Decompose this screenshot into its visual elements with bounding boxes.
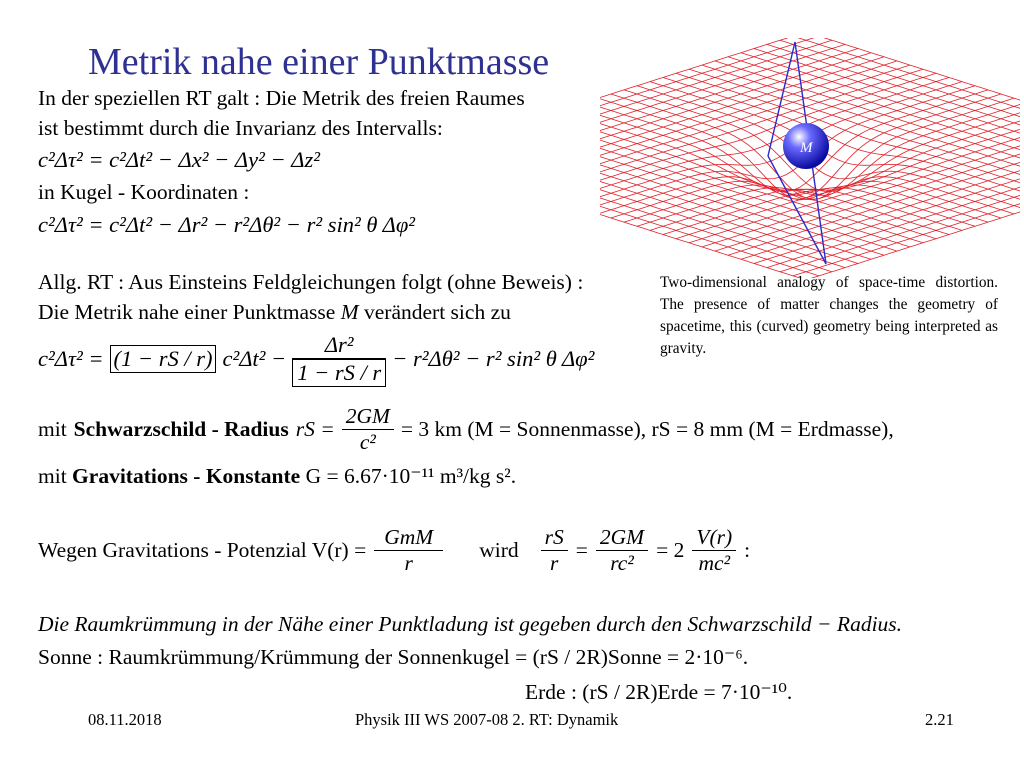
potential-equals: = [575,537,588,562]
potential-fraction-1-num: GmM [374,525,443,551]
grid-line [650,106,1020,230]
schwarzschild-prefix: mit [38,416,67,441]
potential-wird: wird [479,537,519,562]
potential-fraction-2-num: rS [541,525,568,551]
intro-line-1: In der speziellen RT galt : Die Metrik des freien Raumes [38,86,525,110]
intro-equation-2: c²Δτ² = c²Δt² − Δr² − r²Δθ² − r² sin² θ Δφ² [38,212,416,237]
metric-fraction [292,332,386,387]
schwarzschild-symbol: rS = [295,416,335,441]
potential-colon: : [744,537,751,562]
potential-fraction-1 [374,525,443,576]
conclusion-italic-line: Die Raumkrümmung in der Nähe einer Punktladung ist gegeben durch den Schwarzschild − Radius. [38,612,903,636]
schwarzschild-fraction-num: 2GM [342,404,394,430]
general-line-2-mass: M [340,300,359,324]
schwarzschild-label: Schwarzschild - Radius [73,416,289,441]
grid-line [702,65,1020,189]
intro-line-3: in Kugel - Koordinaten : [38,180,250,204]
gravitation-value: G = 6.67·10⁻¹¹ m³/kg s². [305,464,517,488]
spacetime-grid-figure [600,38,1020,278]
metric-mid: c²Δt² − [222,346,287,371]
potential-fraction-3-num: 2GM [596,525,648,551]
slide-title: Metrik nahe einer Punktmasse [88,41,550,83]
metric-factor: (1 − rS / r) [110,345,217,373]
grid-line [650,82,1020,206]
grid-line [793,152,1020,276]
potential-text: Wegen Gravitations - Potenzial V(r) = [38,537,367,562]
general-line-1: Allg. RT : Aus Einsteins Feldgleichungen folgt (ohne Beweis) : [38,270,584,294]
potential-line [38,518,750,582]
gravitation-line [38,464,516,489]
metric-fraction-den: 1 − rS / r [292,359,386,387]
intro-line-2: ist bestimmt durch die Invarianz des Intervalls: [38,116,443,140]
grid-line [689,69,1020,193]
potential-fraction-4-num: V(r) [692,525,736,551]
potential-equals-2: = 2 [656,537,685,562]
schwarzschild-fraction-den: c² [359,429,376,454]
gravitation-prefix: mit [38,464,67,488]
general-line-2a: Die Metrik nahe einer Punktmasse [38,300,336,324]
gravitation-label: Gravitations - Konstante [72,464,301,488]
footer-page: 2.21 [925,710,954,729]
footer-date: 08.11.2018 [88,710,162,729]
metric-rest: − r²Δθ² − r² sin² θ Δφ² [392,346,595,371]
mass-label: M [800,140,813,156]
footer-course: Physik III WS 2007-08 2. RT: Dynamik [355,710,619,729]
conclusion-sun-line: Sonne : Raumkrümmung/Krümmung der Sonnenkugel = (rS / 2R)Sonne = 2·10⁻⁶. [38,645,749,669]
metric-fraction-num: Δr² [292,332,386,359]
general-line-2b: verändert sich zu [364,300,511,324]
metric-lhs: c²Δτ² = [38,346,104,371]
schwarzschild-line [38,398,894,460]
potential-fraction-2-den: r [550,550,559,575]
conclusion-earth-line: Erde : (rS / 2R)Erde = 7·10⁻¹⁰. [525,680,793,704]
potential-fraction-2 [541,525,568,576]
figure-caption: Two-dimensional analogy of space-time distortion. The presence of matter changes the geometry of spacetime, this (curved) geometry being interpreted as gravity. [660,274,998,357]
potential-fraction-3 [596,525,648,576]
potential-fraction-4-den: mc² [698,550,731,575]
potential-fraction-4 [692,525,736,576]
schwarzschild-fraction [342,404,394,455]
intro-equation-1: c²Δτ² = c²Δt² − Δx² − Δy² − Δz² [38,147,320,172]
grid-line [741,53,1020,177]
general-line-2 [38,300,511,325]
potential-fraction-3-den: rc² [610,550,634,575]
potential-fraction-1-den: r [404,550,413,575]
schwarzschild-values: = 3 km (M = Sonnenmasse), rS = 8 mm (M = Erdmasse), [400,416,894,441]
metric-equation [38,328,594,390]
